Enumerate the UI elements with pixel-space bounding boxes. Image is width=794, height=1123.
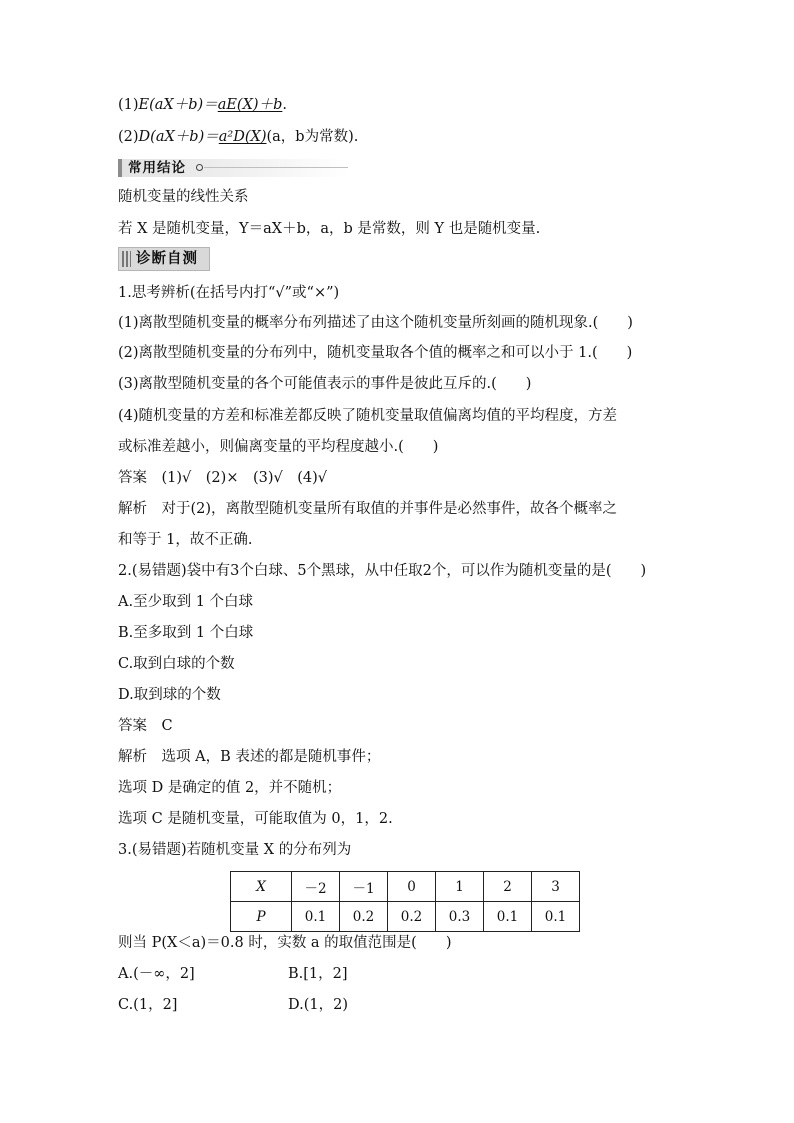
- table-cell: 0.1: [484, 902, 532, 932]
- q2-option-c: C.取到白球的个数: [118, 656, 235, 672]
- q1-answer: 答案 (1)√ (2)× (3)√ (4)√: [118, 470, 328, 486]
- formula-expectation-answer: aE(X)＋b: [217, 97, 283, 113]
- table-cell: 0: [388, 872, 436, 902]
- q1-analysis: 和等于 1，故不正确.: [118, 532, 253, 548]
- section-header-conclusion: [118, 159, 348, 177]
- formula-variance: (2)D(aX＋b)＝a²D(X)(a，b为常数).: [118, 129, 359, 145]
- formula-expectation: (1)E(aX＋b)＝aE(X)＋b.: [118, 97, 287, 113]
- q1-item: (2)离散型随机变量的分布列中，随机变量取各个值的概率之和可以小于 1.( ): [118, 345, 633, 361]
- table-cell: 3: [532, 872, 580, 902]
- q3-question: 则当 P(X＜a)＝0.8 时，实数 a 的取值范围是( ): [118, 935, 452, 951]
- q1-item: (3)离散型随机变量的各个可能值表示的事件是彼此互斥的.( ): [118, 376, 532, 392]
- section-header-test: [118, 247, 210, 271]
- q3-option-b: B.[1，2]: [288, 966, 348, 982]
- table-cell: X: [231, 872, 292, 902]
- section-bar-icon: [118, 159, 122, 177]
- table-cell: －1: [340, 872, 388, 902]
- q3-stem: 3.(易错题)若随机变量 X 的分布列为: [118, 842, 352, 858]
- q2-analysis: 选项 C 是随机变量，可能取值为 0，1，2.: [118, 811, 393, 827]
- q2-stem: 2.(易错题)袋中有3个白球、5个黑球，从中任取2个，可以作为随机变量的是( ): [118, 563, 647, 579]
- table-cell: P: [231, 902, 292, 932]
- striped-bar-icon: [122, 251, 131, 267]
- q1-item: 或标准差越小，则偏离变量的平均程度越小.( ): [118, 439, 439, 455]
- q2-option-d: D.取到球的个数: [118, 687, 221, 703]
- table-cell: 0.3: [436, 902, 484, 932]
- formula-variance-answer: a²D(X): [218, 129, 267, 145]
- table-cell: 2: [484, 872, 532, 902]
- section-title: 诊断自测: [136, 251, 198, 267]
- q1-item: (4)随机变量的方差和标准差都反映了随机变量取值偏离均值的平均程度，方差: [118, 408, 618, 424]
- q2-option-b: B.至多取到 1 个白球: [118, 625, 254, 641]
- table-cell: 1: [436, 872, 484, 902]
- table-row-x: [231, 872, 580, 902]
- conclusion-subtitle: 随机变量的线性关系: [118, 189, 249, 205]
- table-cell: －2: [292, 872, 340, 902]
- q3-option-c: C.(1，2]: [118, 997, 178, 1013]
- q1-item: (1)离散型随机变量的概率分布列描述了由这个随机变量所刻画的随机现象.( ): [118, 315, 633, 331]
- distribution-table: [230, 871, 580, 932]
- circle-bullet-icon: [196, 164, 203, 171]
- conclusion-text: 若 X 是随机变量，Y＝aX＋b，a，b 是常数，则 Y 也是随机变量.: [118, 221, 541, 237]
- q3-option-d: D.(1，2): [288, 997, 348, 1013]
- q2-analysis: 解析 选项 A，B 表述的都是随机事件；: [118, 749, 381, 765]
- table-cell: 0.2: [388, 902, 436, 932]
- table-cell: 0.1: [532, 902, 580, 932]
- q3-option-a: A.(－∞，2]: [118, 966, 195, 982]
- q2-analysis: 选项 D 是确定的值 2，并不随机；: [118, 780, 342, 796]
- section-rule: [204, 167, 348, 168]
- q2-answer: 答案 C: [118, 718, 173, 734]
- table-cell: 0.2: [340, 902, 388, 932]
- q1-analysis: 解析 对于(2)，离散型随机变量所有取值的并事件是必然事件，故各个概率之: [118, 501, 618, 517]
- table-row-p: [231, 902, 580, 932]
- q2-option-a: A.至少取到 1 个白球: [118, 594, 254, 610]
- q1-stem: 1.思考辨析(在括号内打“√”或“×”): [118, 285, 340, 301]
- section-title: 常用结论: [128, 160, 186, 176]
- table-cell: 0.1: [292, 902, 340, 932]
